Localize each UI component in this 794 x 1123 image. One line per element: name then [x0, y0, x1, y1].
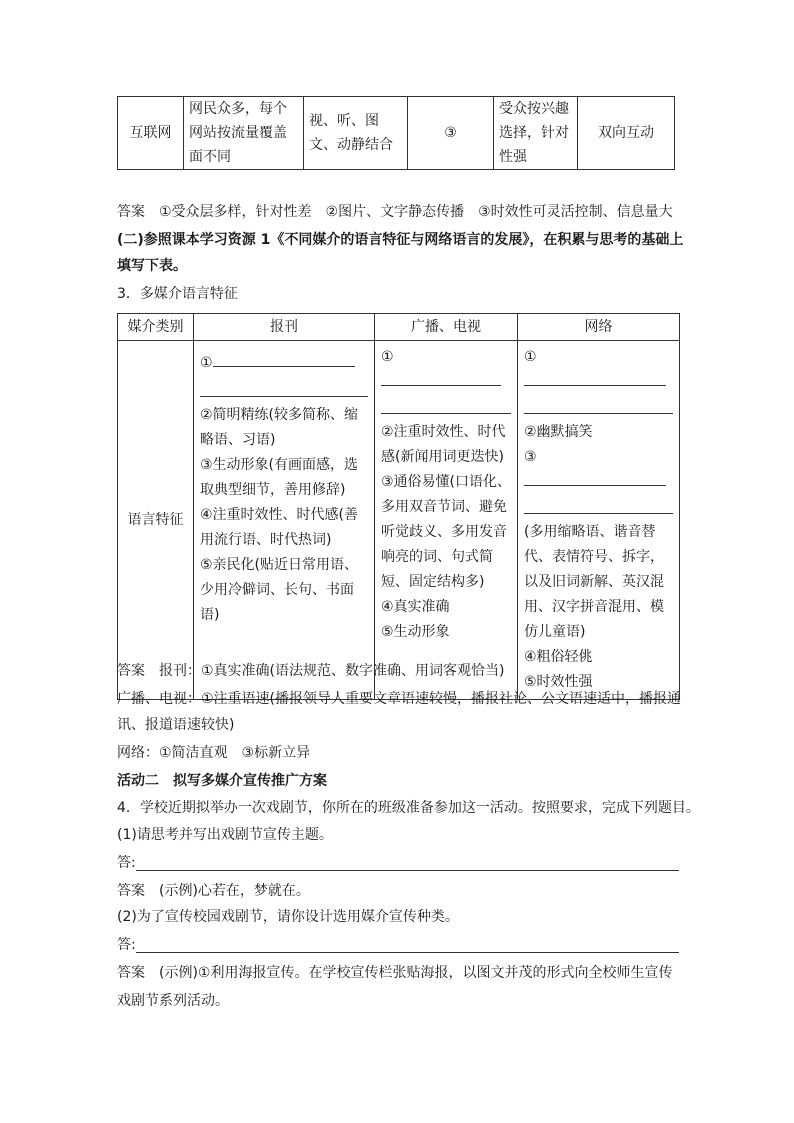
list-item: ⑤时效性强	[524, 674, 593, 690]
list-item: ②注重时效性、时代感(新闻用词更迭快)	[381, 424, 506, 465]
table-cell: 受众按兴趣选择，针对性强	[494, 97, 578, 170]
fill-blank[interactable]	[524, 497, 673, 514]
row-header: 语言特征	[118, 341, 194, 700]
list-item: ⑤亲民化(贴近日常用语、少用冷僻词、长句、书面语)	[200, 557, 359, 623]
list-item: ⑤生动形象	[381, 624, 450, 640]
blank-marker: ③	[524, 449, 537, 465]
question-text: (1)请思考并写出戏剧节宣传主题。	[117, 827, 333, 843]
column-header: 报刊	[194, 314, 375, 341]
question-text: (2)为了宣传校园戏剧节，请你设计选用媒介宣传种类。	[117, 909, 459, 925]
list-item: ④真实准确	[381, 599, 450, 615]
language-features-table	[117, 313, 680, 700]
question-text: 4．学校近期拟举办一次戏剧节，你所在的班级准备参加这一活动。按照要求，完成下列题目。	[117, 800, 700, 816]
table-cell: 视、听、图文、动静结合	[304, 97, 408, 170]
answer-label: 答:	[117, 937, 136, 953]
answer-text: 网络：①简洁直观 ③标新立异	[117, 745, 311, 761]
fill-blank[interactable]	[200, 380, 368, 397]
section-instruction: 填写下表。	[117, 258, 187, 274]
list-item: ④注重时效性、时代感(善用流行语、时代热词)	[200, 507, 359, 548]
list-item: ②简明精练(较多简称、缩略语、习语)	[200, 407, 359, 448]
fill-blank[interactable]	[524, 473, 666, 486]
section-heading: 3．多媒介语言特征	[117, 286, 238, 302]
section-instruction: (二)参照课本学习资源 1《不同媒介的语言特征与网络语言的发展》，在积累与思考的基础上	[117, 232, 684, 248]
answer-text: 答案 (示例)心若在，梦就在。	[117, 883, 310, 899]
list-item: ③生动形象(有画面感，选取典型细节，善用修辞)	[200, 457, 359, 498]
fill-blank[interactable]	[381, 397, 511, 414]
column-header: 媒介类别	[118, 314, 194, 341]
answer-text: 答案 (示例)①利用海报宣传。在学校宣传栏张贴海报，以图文并茂的形式向全校师生宣传	[117, 965, 673, 981]
table-cell-broadcast	[375, 341, 518, 700]
answer-text: 戏剧节系列活动。	[117, 993, 229, 1009]
fill-blank[interactable]	[381, 373, 501, 386]
column-header: 网络	[518, 314, 680, 341]
answer-text: 讯、报道语速较快)	[117, 717, 235, 733]
list-item: ③通俗易懂(口语化、多用双音节词、避免听觉歧义、多用发音响亮的词、句式简短、固定结构多)	[381, 474, 512, 590]
table-cell: 互联网	[118, 97, 184, 170]
table-cell: 网民众多，每个网站按流量覆盖面不同	[184, 97, 304, 170]
blank-marker: ①	[200, 355, 213, 371]
answer-text: 答案 ①受众层多样，针对性差 ②图片、文字静态传播 ③时效性可灵活控制、信息量大	[117, 204, 673, 220]
answer-label: 答:	[117, 855, 136, 871]
media-comparison-table	[117, 96, 675, 170]
fill-blank[interactable]	[524, 373, 666, 386]
answer-text: 答案 报刊：①真实准确(语法规范、数字准确、用词客观恰当)	[117, 663, 505, 679]
answer-input-line[interactable]	[136, 938, 679, 953]
fill-blank[interactable]	[524, 397, 673, 414]
table-cell: ③	[408, 97, 494, 170]
answer-text: 广播、电视：①注重语速(播报领导人重要文章语速较慢，播报社论、公文语速适中，播报通	[117, 691, 682, 707]
table-cell: 双向互动	[578, 97, 675, 170]
table-cell-newspaper	[194, 341, 375, 700]
table-row	[118, 341, 680, 700]
blank-marker: ①	[524, 349, 537, 365]
list-item: (多用缩略语、谐音替代、表情符号、拆字，以及旧词新解、英汉混用、汉字拼音混用、模仿儿童语)	[524, 524, 664, 640]
table-row	[118, 97, 675, 170]
blank-marker: ①	[381, 349, 394, 365]
table-cell-internet	[518, 341, 680, 700]
answer-input-line[interactable]	[136, 856, 679, 871]
table-header-row	[118, 314, 680, 341]
list-item: ②幽默搞笑	[524, 424, 593, 440]
fill-blank[interactable]	[213, 354, 355, 367]
column-header: 广播、电视	[375, 314, 518, 341]
list-item: ④粗俗轻佻	[524, 649, 593, 665]
activity-heading: 活动二 拟写多媒介宣传推广方案	[117, 773, 327, 789]
